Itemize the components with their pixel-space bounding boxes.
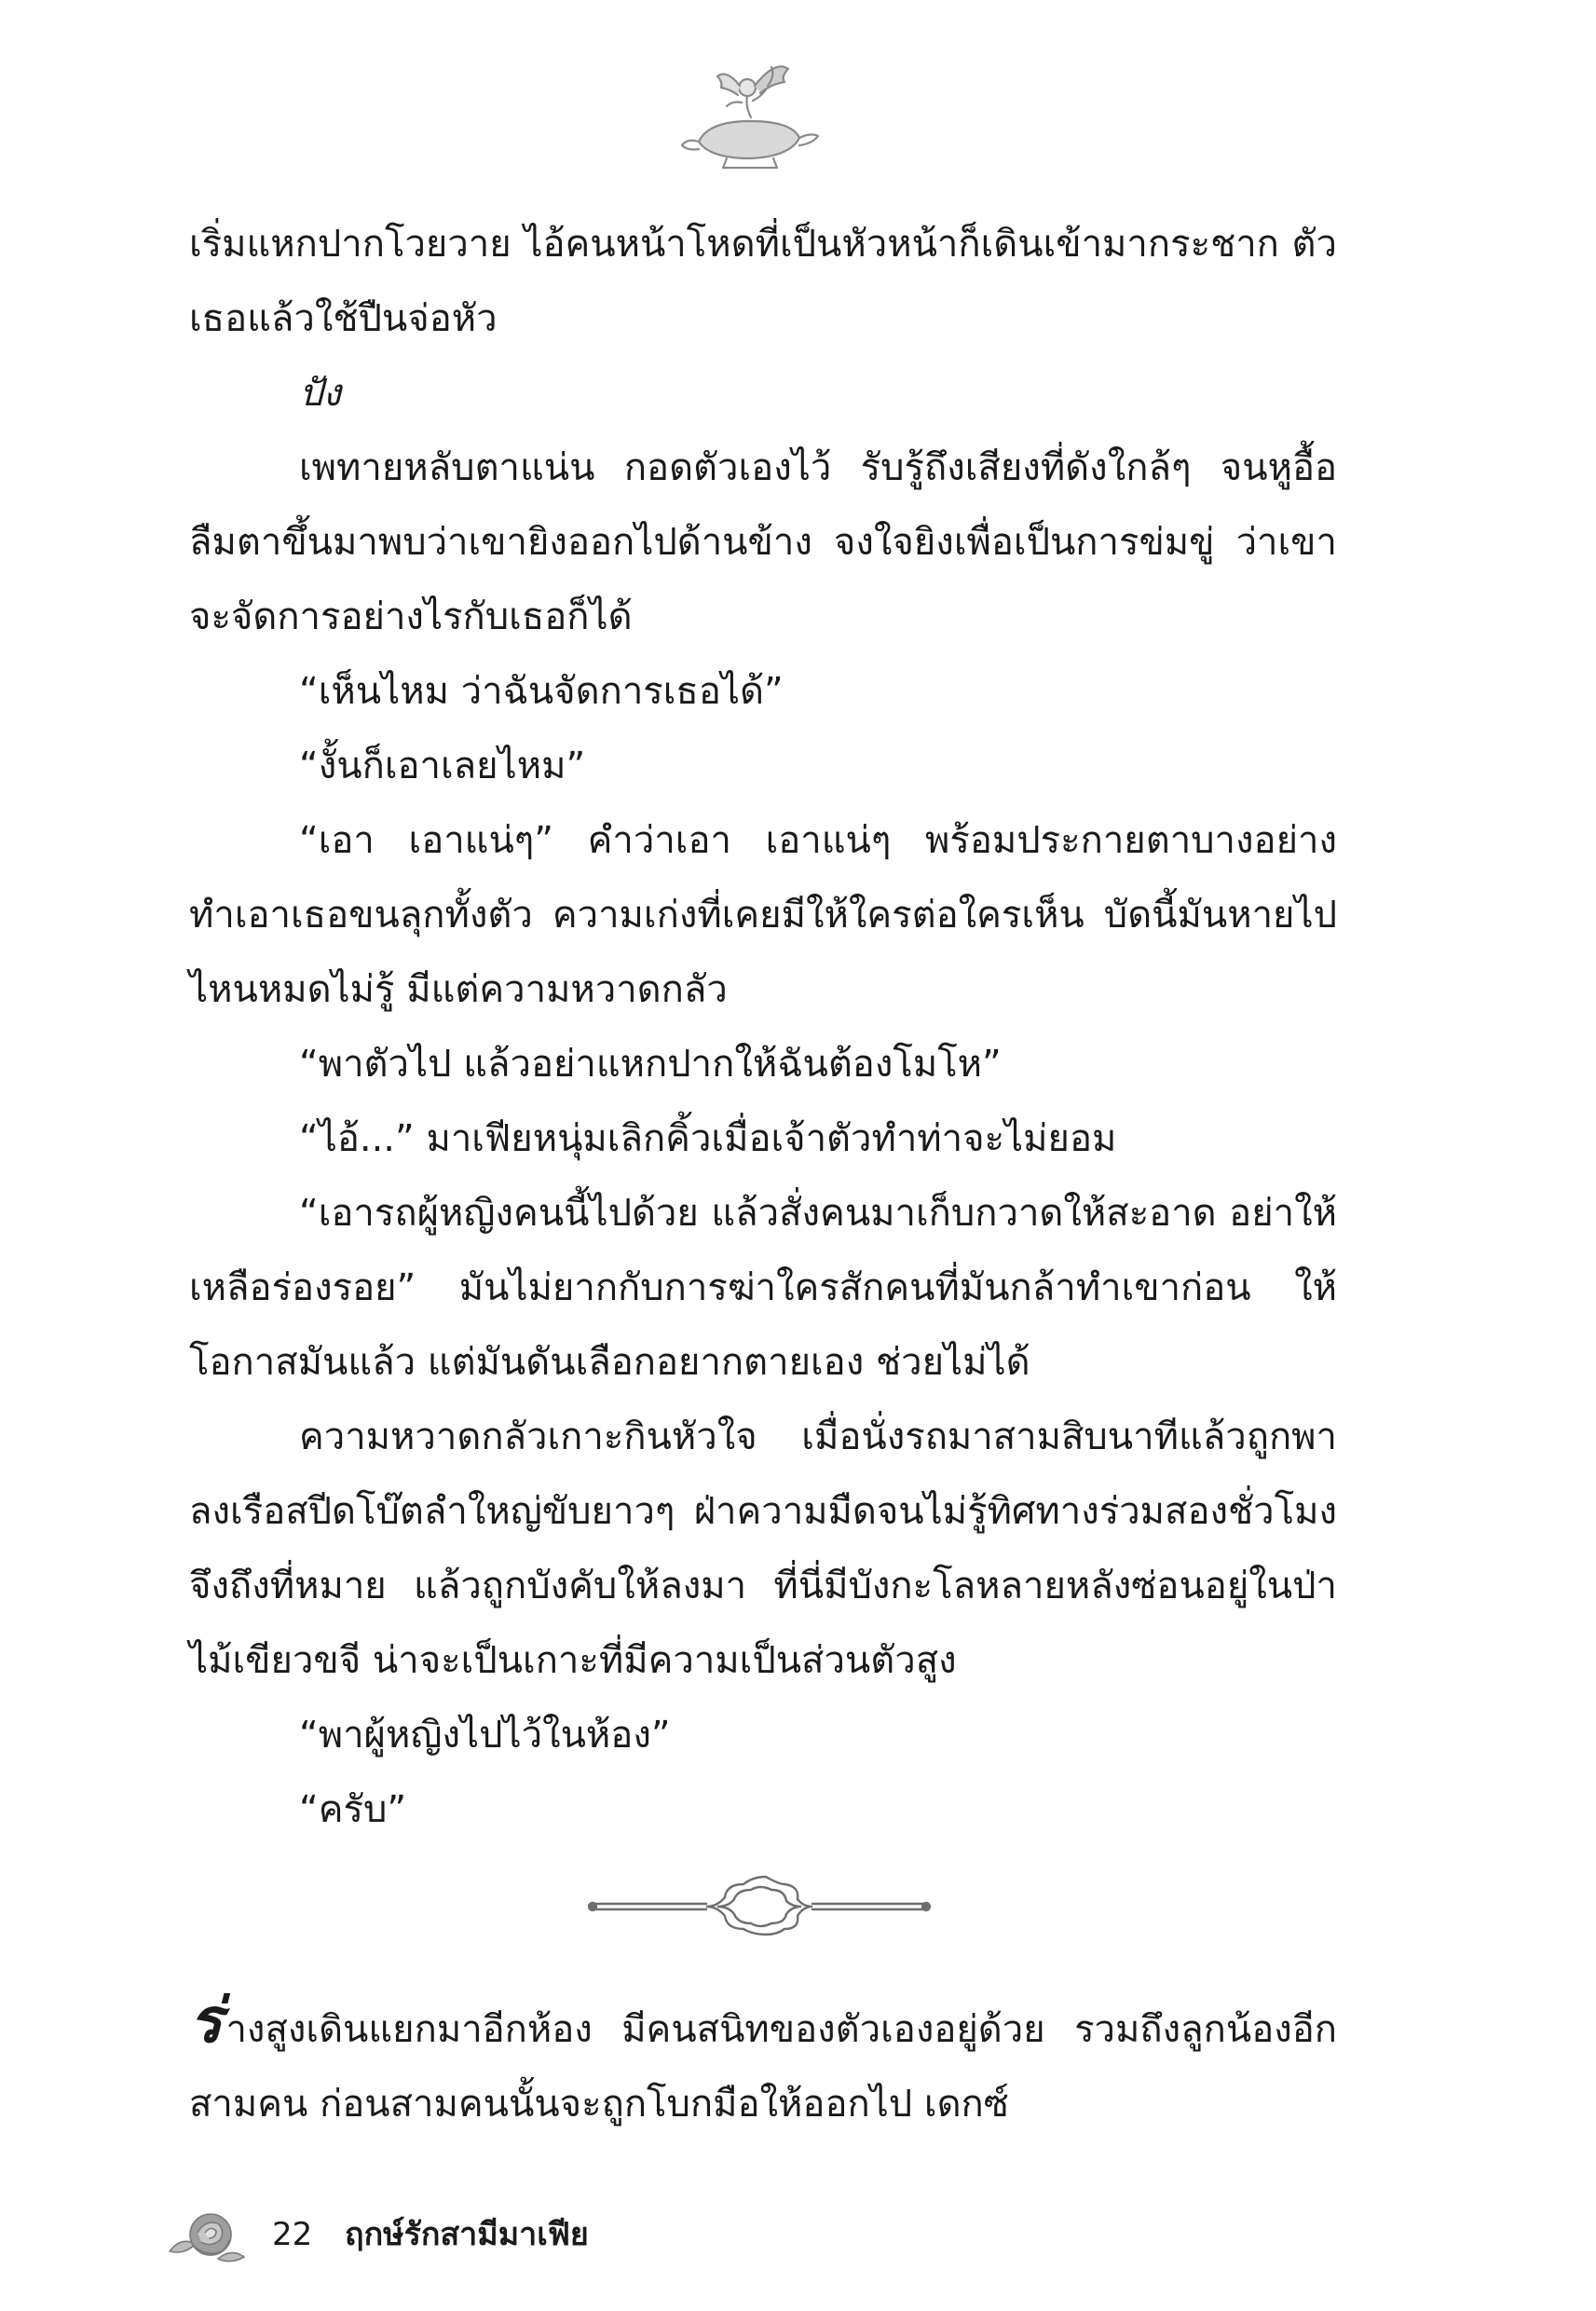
dialogue-line: “พาตัวไป แล้วอย่าแหกปากให้ฉันต้องโมโห” <box>299 1043 1002 1086</box>
section-opening-paragraph <box>189 1985 1337 2141</box>
paragraph-continuation: เริ่มแหกปากโวยวาย ไอ้คนหน้าโหดที่เป็นหัวหน้าก็เดินเข้ามากระชาก ตัวเธอแล้วใช้ปืนจ่อหัว <box>189 223 1337 340</box>
page-number: 22 <box>272 2216 313 2253</box>
dialogue-line: “ครับ” <box>299 1788 407 1831</box>
drop-cap: ร่ <box>189 1985 223 2057</box>
paragraph: “เอารถผู้หญิงคนนี้ไปด้วย แล้วสั่งคนมาเก็บกวาดให้สะอาด อย่าให้เหลือร่องรอย” มันไม่ยากกับการฆ่าใครสักคนที่มันกล้าทำเขาก่อน ให้โอกาสมันแล้ว แต่มันดันเลือกอยากตายเอง ช่วยไม่ได้ <box>189 1192 1337 1384</box>
dialogue-line: “เห็นไหม ว่าฉันจัดการเธอได้” <box>299 670 784 713</box>
ornamental-divider-icon <box>587 1873 932 1938</box>
paragraph: ความหวาดกลัวเกาะกินหัวใจ เมื่อนั่งรถมาสามสิบนาทีแล้วถูกพาลงเรือสปีดโบ๊ตลำใหญ่ขับยาวๆ ฝ่าความมืดจนไม่รู้ทิศทางร่วมสองชั่วโมงจึงถึงที่หมาย แล้วถูกบังคับให้ลงมา ที่นี่มีบังกะโลหลายหลังซ่อนอยู่ในป่าไม้เขียวขจี น่าจะเป็นเกาะที่มีความเป็นส่วนตัวสูง <box>189 1415 1337 1682</box>
section-opening-text: างสูงเดินแยกมาอีกห้อง มีคนสนิทของตัวเองอยู่ด้วย รวมถึงลูกน้องอีกสามคน ก่อนสามคนนั้นจะถูกโบกมือให้ออกไป เดกซ์ <box>189 2008 1337 2126</box>
rose-icon <box>164 2203 248 2274</box>
dialogue-line: “พาผู้หญิงไปไว้ในห้อง” <box>299 1714 671 1757</box>
cupid-lamp-icon <box>671 48 829 179</box>
section-2-text <box>189 1985 1337 2141</box>
dialogue-line: “งั้นก็เอาเลยไหม” <box>299 745 586 787</box>
paragraph: “เอา เอาแน่ๆ” คำว่าเอา เอาแน่ๆ พร้อมประกายตาบางอย่าง ทำเอาเธอขนลุกทั้งตัว ความเก่งที่เคยมีให้ใครต่อใครเห็น บัดนี้มันหายไปไหนหมดไม่รู้ มีแต่ความหวาดกลัว <box>189 819 1337 1011</box>
dialogue-line: “ไอ้...” มาเฟียหนุ่มเลิกคิ้วเมื่อเจ้าตัวทำท่าจะไม่ยอม <box>299 1117 1117 1160</box>
body-text <box>189 207 1337 1847</box>
paragraph-sound-effect: ปัง <box>299 372 341 415</box>
paragraph: เพทายหลับตาแน่น กอดตัวเองไว้ รับรู้ถึงเสียงที่ดังใกล้ๆ จนหูอื้อ ลืมตาขึ้นมาพบว่าเขายิงออกไปด้านข้าง จงใจยิงเพื่อเป็นการข่มขู่ ว่าเขาจะจัดการอย่างไรกับเธอก็ได้ <box>189 446 1337 638</box>
book-title: ฤกษ์รักสามีมาเฟีย <box>345 2216 589 2253</box>
